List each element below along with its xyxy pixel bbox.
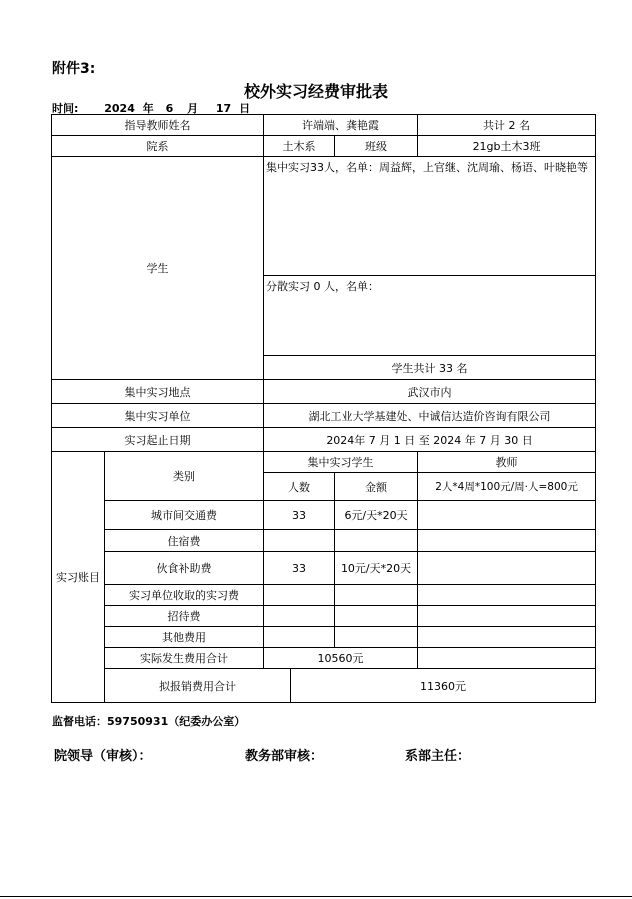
item-amount [335, 606, 418, 627]
teacher-names: 许端端、龚艳霞 [264, 115, 418, 136]
item-name: 其他费用 [105, 627, 264, 648]
item-amount [335, 530, 418, 552]
item-name: 实习单位收取的实习费 [105, 585, 264, 606]
account-item-row [52, 530, 596, 552]
accounts-label: 实习账目 [52, 452, 105, 703]
dept-value: 土木系 [264, 136, 335, 157]
item-name: 伙食补助费 [105, 552, 264, 585]
dept-head-signature: 系部主任： [405, 749, 471, 764]
reimburse-value: 11360元 [291, 669, 596, 703]
teacher-total: 共计 2 名 [418, 115, 596, 136]
class-value: 21gb土木3班 [418, 136, 596, 157]
item-amount [335, 585, 418, 606]
item-name: 住宿费 [105, 530, 264, 552]
item-amount: 10元/天*20天 [335, 552, 418, 585]
period-value: 2024年 7 月 1 日 至 2024 年 7 月 30 日 [264, 428, 596, 452]
item-teacher [418, 585, 596, 606]
category-header: 类别 [105, 452, 264, 501]
student-total: 学生共计 33 名 [264, 356, 596, 380]
teacher-row [52, 115, 596, 136]
account-item-row [52, 501, 596, 530]
account-item-row [52, 585, 596, 606]
unit-label: 集中实习单位 [52, 404, 264, 428]
site-value: 武汉市内 [264, 380, 596, 404]
academic-signature: 教务部审核： [245, 749, 324, 764]
unit-row [52, 404, 596, 428]
item-count [264, 627, 335, 648]
item-count [264, 530, 335, 552]
teacher-formula: 2人*4周*100元/周·人=800元 [418, 473, 596, 501]
teacher-label: 指导教师姓名 [52, 115, 264, 136]
item-amount [335, 627, 418, 648]
dept-row [52, 136, 596, 157]
item-count: 33 [264, 552, 335, 585]
site-label: 集中实习地点 [52, 380, 264, 404]
date-year-unit: 年 [142, 102, 154, 115]
item-teacher [418, 530, 596, 552]
leader-signature: 院领导（审核）： [54, 749, 152, 764]
form-title: 校外实习经费审批表 [243, 82, 388, 101]
item-count [264, 585, 335, 606]
period-label: 实习起止日期 [52, 428, 264, 452]
actual-total-value: 10560元 [264, 648, 418, 669]
count-header: 人数 [264, 473, 335, 501]
concentrated-list: 集中实习33人，名单：周益辉，上官继、沈周瑜、杨语、叶晓艳等 [264, 157, 596, 276]
dept-label: 院系 [52, 136, 264, 157]
date-day-unit: 日 [239, 102, 251, 115]
reimburse-row [52, 669, 596, 703]
reimburse-label: 拟报销费用合计 [105, 669, 291, 703]
date-month: 6 [165, 102, 174, 115]
teacher-header: 教师 [418, 452, 596, 473]
students-header: 集中实习学生 [264, 452, 418, 473]
approval-form-table [51, 114, 596, 703]
item-teacher [418, 627, 596, 648]
supervision-phone: 监督电话：59750931（纪委办公室） [52, 715, 246, 728]
period-row [52, 428, 596, 452]
actual-total-teacher [418, 648, 596, 669]
item-teacher [418, 501, 596, 530]
actual-total-label: 实际发生费用合计 [105, 648, 264, 669]
account-item-row [52, 627, 596, 648]
account-item-row [52, 606, 596, 627]
date-day: 17 [215, 102, 232, 115]
scattered-list: 分散实习 0 人，名单： [264, 276, 596, 356]
unit-value: 湖北工业大学基建处、中诚信达造价咨询有限公司 [264, 404, 596, 428]
item-count [264, 606, 335, 627]
item-teacher [418, 552, 596, 585]
site-row [52, 380, 596, 404]
student-label: 学生 [52, 157, 264, 380]
account-item-row [52, 552, 596, 585]
item-amount: 6元/天*20天 [335, 501, 418, 530]
item-teacher [418, 606, 596, 627]
date-month-unit: 月 [187, 102, 199, 115]
student-concentrated-row [52, 157, 596, 276]
actual-total-row [52, 648, 596, 669]
item-count: 33 [264, 501, 335, 530]
bottom-divider [0, 896, 632, 897]
item-name: 招待费 [105, 606, 264, 627]
date-year: 2024 [104, 102, 135, 115]
class-label: 班级 [335, 136, 418, 157]
date-label: 时间: [52, 102, 79, 115]
amount-header: 金额 [335, 473, 418, 501]
accounts-header-row [52, 452, 596, 473]
attachment-label: 附件3: [52, 61, 96, 77]
item-name: 城市间交通费 [105, 501, 264, 530]
